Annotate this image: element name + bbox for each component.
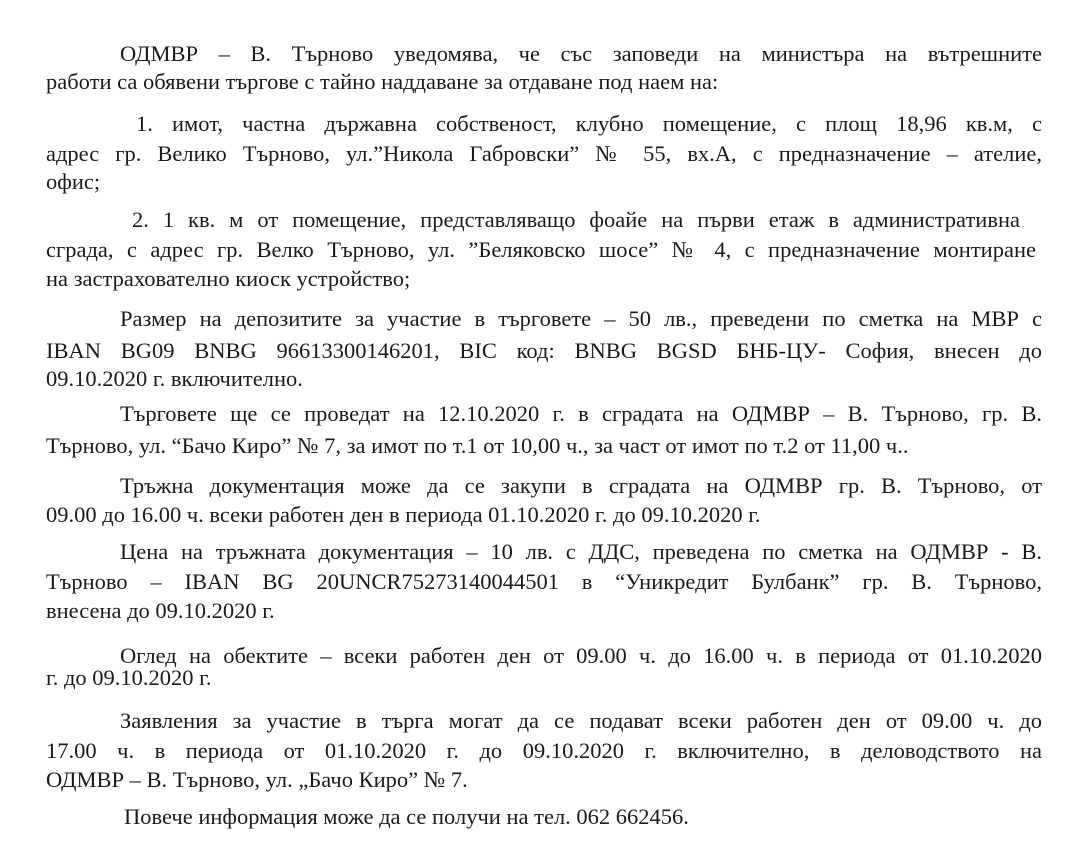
contact-line: Повече информация може да се получи на тел. 062 662456. [124,804,689,829]
item-1-line-2: адрес гр. Велико Търново, ул.”Никола Габровски” № 55, вх.А, с предназначение – ателие, [46,141,1042,166]
deposit-line-1: Размер на депозитите за участие в търговете – 50 лв., преведени по сметка на МВР с [120,306,1042,331]
documentation-line-1: Тръжна документация може да се закупи в сградата на ОДМВР гр. В. Търново, от [120,473,1042,498]
paragraph-intro-line-2: работи са обявени търгове с тайно наддаване за отдаване под наем на: [46,69,719,94]
inspection-line-1: Оглед на обектите – всеки работен ден от 09.00 ч. до 16.00 ч. в периода от 01.10.2020 [120,643,1042,668]
inspection-line-2: г. до 09.10.2020 г. [46,665,212,690]
price-line-3: внесена до 09.10.2020 г. [46,598,275,623]
applications-line-3: ОДМВР – В. Търново, ул. „Бачо Киро” № 7. [46,767,468,792]
item-2-line-1: 2. 1 кв. м от помещение, представляващо фоайе на първи етаж в административна [132,207,1020,232]
item-1-line-1: 1. имот, частна държавна собственост, клубно помещение, с площ 18,96 кв.м, с [136,111,1042,136]
applications-line-2: 17.00 ч. в периода от 01.10.2020 г. до 09.10.2020 г. включително, в деловодството на [46,738,1042,763]
auction-date-line-1: Търговете ще се проведат на 12.10.2020 г. в сградата на ОДМВР – В. Търново, гр. В. [120,401,1042,426]
deposit-line-3: 09.10.2020 г. включително. [46,366,303,391]
item-2-line-2: сграда, с адрес гр. Велко Търново, ул. ”Беляковско шосе” № 4, с предназначение монтиране [46,237,1036,262]
price-line-2: Търново – IBAN BG 20UNCR75273140044501 в “Уникредит Булбанк” гр. В. Търново, [46,569,1042,594]
price-line-1: Цена на тръжната документация – 10 лв. с ДДС, преведена по сметка на ОДМВР - В. [120,539,1042,564]
deposit-line-2: IBAN BG09 BNBG 96613300146201, BIC код: BNBG BGSD БНБ-ЦУ- София, внесен до [46,338,1042,363]
documentation-line-2: 09.00 до 16.00 ч. всеки работен ден в периода 01.10.2020 г. до 09.10.2020 г. [46,502,761,527]
item-1-line-3: офис; [46,169,101,194]
applications-line-1: Заявления за участие в търга могат да се подават всеки работен ден от 09.00 ч. до [120,708,1042,733]
item-2-line-3: на застрахователно киоск устройство; [46,266,411,291]
auction-date-line-2: Търново, ул. “Бачо Киро” № 7, за имот по т.1 от 10,00 ч., за част от имот по т.2 от 11,00 ч.. [46,433,909,458]
paragraph-intro-line-1: ОДМВР – В. Търново уведомява, че със заповеди на министъра на вътрешните [120,41,1042,66]
